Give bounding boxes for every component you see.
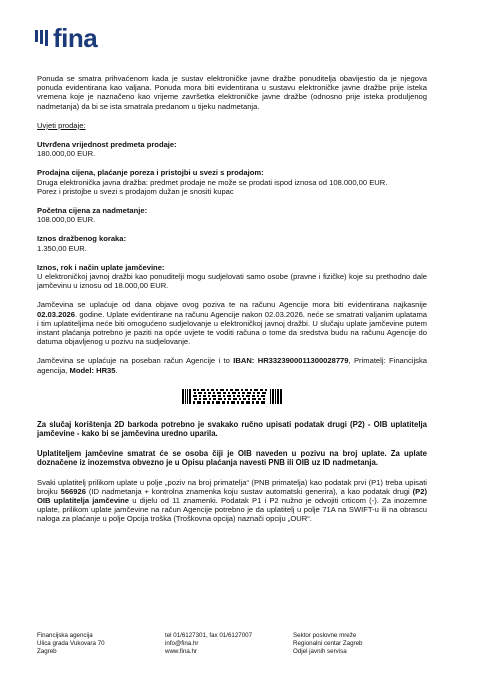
pnb-number: 566926 <box>60 486 86 496</box>
deposit-text: U elektroničkoj javnoj dražbi kao ponuditelji mogu sudjelovati samo osobe (pravne i fizičke) koje su prethodno dale jamčevinu u iznosu od 18.000,00 EUR. <box>37 272 427 291</box>
iban-text-2: , Primatelj: Financijska agencija, <box>37 356 427 375</box>
deposit-heading: Iznos, rok i način uplate jamčevine: <box>37 262 165 272</box>
footer-phone: tel 01/6127301, fax 01/6127007 <box>165 632 253 639</box>
step-heading: Iznos dražbenog koraka: <box>37 234 127 244</box>
footer-department-line: Odjel javnih servisa <box>293 647 347 655</box>
document-body <box>37 74 427 524</box>
pnb-text-3: u dijelu od 11 znamenki. Podatak P1 i P2 nužno je odvojiti crticom (-). Za inozemne uplate, prilikom uplate jamčevine na račun Agencije potrebno je da uplatitelj u polje 71A na SWIFT-u ili na obrascu naloga za plaćanje u polje Opcija troška (Troškovna opcija) naznači opciju „OUR“. <box>37 495 428 524</box>
iban-model: Model: HR35 <box>69 365 116 375</box>
pnb-text-2: (ID nadmetanja + kontrolna znamenka koju sustav automatski generira), a kao podatak drugi <box>85 486 413 496</box>
price-text-1: Druga elektronička javna dražba: predmet prodaje ne može se prodati ispod iznosa od 108.000,00 EUR. <box>37 177 388 187</box>
pnb-p2-label: (P2) OIB uplatitelja jamčevine <box>37 486 427 505</box>
footer-contact <box>165 632 252 655</box>
footer-department-line: Sektor poslovne mreže <box>293 632 357 639</box>
payment-text-2: . godine. Uplate evidentirane na računu Agencije nakon 02.03.2026. neće se smatrati valjanim uplatama i tim uplatiteljima neće biti omogućeno sudjelovanje u elektroničkoj javnoj dražbi. U slučaju uplate jamčevine putem instant plaćanja potrebno je paziti na opće uvjete te voditi računa o tome da sredstva budu na računu Agencije do datuma objavljenog u pozivu na sudjelovanje. <box>37 309 427 347</box>
footer-address-line: Ulica grada Vukovara 70 <box>37 639 105 647</box>
start-price-value: 108.000,00 EUR. <box>37 215 96 225</box>
offer-paragraph: Ponuda se smatra prihvaćenom kada je sustav elektroničke javne dražbe ponuditelja obavijestio da je njegova ponuda evidentirana kao valjana. Ponuda mora biti evidentirana u sustavu elektroničke javne dražbe prije isteka vremena koje je naznačeno kao vrijeme završetka elektroničke javne dražbe (odnosno prije isteka produljenog nadmetanja) da bi se ista smatrala predanom u tijeku nadmetanja. <box>37 74 427 111</box>
conditions-heading: Uvjeti prodaje: <box>37 120 86 130</box>
barcode-note: Za slučaj korištenja 2D barkoda potrebno je svakako ručno upisati podatak drugi (P2) - OIB uplatitelja jamčevine - kako bi se jamčevina uredno uparila. <box>37 419 427 439</box>
payment-deadline-date: 02.03.2026 <box>37 309 76 319</box>
iban-text-1: Jamčevina se uplaćuje na poseban račun Agencije i to <box>37 356 234 366</box>
barcode-container <box>37 389 427 404</box>
payment-paragraph <box>37 300 427 346</box>
payment-text-1: Jamčevina se uplaćuje od dana objave ovog poziva te na računu Agencije mora biti evidentirana najkasnije <box>37 300 427 310</box>
logo-bars-icon <box>35 30 48 46</box>
footer-address-line: Financijska agencija <box>37 632 93 639</box>
footer-department <box>293 632 362 655</box>
oib-note: Uplatiteljem jamčevine smatrat će se osoba čiji je OIB naveden u pozivu na broj uplate. Za uplate doznačene iz inozemstva obvezno je u Opisu plaćanja navesti PNB ili OIB uz ID nadmetanja. <box>37 448 427 468</box>
iban-paragraph <box>37 356 427 374</box>
footer-website-link[interactable]: www.fina.hr <box>165 647 197 655</box>
logo-text: fina <box>53 23 98 53</box>
pnb-paragraph <box>37 478 427 524</box>
price-heading: Prodajna cijena, plaćanje poreza i pristojbi u svezi s prodajom: <box>37 168 264 178</box>
iban-text-3: . <box>115 365 118 375</box>
footer-department-line: Regionalni centar Zagreb <box>293 639 363 647</box>
pdf417-barcode-icon <box>182 389 282 404</box>
price-text-2: Porez i pristojbe u svezi s prodajom dužan je snositi kupac <box>37 186 234 196</box>
footer-address-line: Zagreb <box>37 647 57 655</box>
step-value: 1.350,00 EUR. <box>37 243 87 253</box>
value-text: 180.000,00 EUR. <box>37 149 96 159</box>
footer-address <box>37 632 105 655</box>
pnb-text-1: Svaki uplatitelj prilikom uplate u polje „poziv na broj primatelja“ (PNB primatelja) kao podatak prvi (P1) treba upisati brojku <box>37 477 427 496</box>
footer-email-link[interactable]: info@fina.hr <box>165 639 199 647</box>
start-price-heading: Početna cijena za nadmetanje: <box>37 206 148 216</box>
fina-logo <box>35 23 98 53</box>
value-heading: Utvrđena vrijednost predmeta prodaje: <box>37 140 177 150</box>
iban-number: IBAN: HR3323900011300028779 <box>233 356 349 366</box>
